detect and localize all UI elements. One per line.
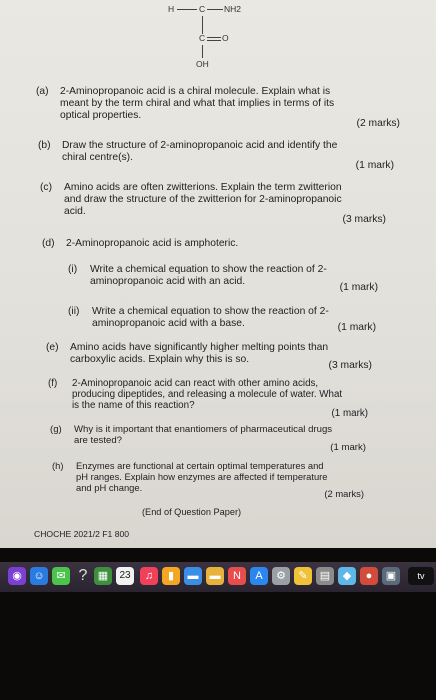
question-b-label: (b) xyxy=(38,140,51,151)
tv-icon[interactable]: tv xyxy=(408,567,434,585)
question-d-ii-marks: (1 mark) xyxy=(337,322,376,333)
footer-code: CHOCHE 2021/2 F1 800 xyxy=(34,529,130,539)
question-a-line-2: meant by the term chiral and what that implies in terms of its xyxy=(60,98,335,109)
bond-c-c xyxy=(202,16,203,34)
system-preferences-icon[interactable]: ⚙ xyxy=(272,567,290,585)
app-icon-blue[interactable]: ◆ xyxy=(338,567,356,585)
bond-h-c xyxy=(177,9,197,10)
app-icon-gray[interactable]: ▤ xyxy=(316,567,334,585)
question-g-line-1: Why is it important that enantiomers of pharmaceutical drugs xyxy=(74,424,333,435)
question-f-marks: (1 mark) xyxy=(331,408,368,419)
question-d-ii-line-2: aminopropanoic acid with a base. xyxy=(92,318,245,329)
music-icon[interactable]: ♫ xyxy=(140,567,158,585)
question-f-label: (f) xyxy=(48,378,58,389)
question-h-marks: (2 marks) xyxy=(324,488,364,499)
pages-icon[interactable]: ▬ xyxy=(206,567,224,585)
question-d-i-label: (i) xyxy=(68,264,78,275)
structure-c-carbonyl: C xyxy=(199,33,206,43)
question-c-marks: (3 marks) xyxy=(342,214,386,225)
question-h-line-2: pH ranges. Explain how enzymes are affected if temperature xyxy=(76,471,328,482)
structure-o: O xyxy=(222,33,229,43)
question-h-label: (h) xyxy=(52,460,64,471)
question-f-line-3: is the name of this reaction? xyxy=(72,400,195,411)
question-d-ii-line-1: Write a chemical equation to show the reaction of 2- xyxy=(92,306,329,317)
bond-double-2 xyxy=(207,40,221,41)
question-d-i-line-1: Write a chemical equation to show the reaction of 2- xyxy=(90,264,327,275)
question-e-line-1: Amino acids have significantly higher melting points than xyxy=(70,342,329,353)
structure-c-top: C xyxy=(199,4,206,14)
question-d-i-line-2: aminopropanoic acid with an acid. xyxy=(90,276,246,287)
finder-icon[interactable]: ☺ xyxy=(30,567,48,585)
question-e-marks: (3 marks) xyxy=(328,360,372,371)
calendar-icon[interactable]: 23 xyxy=(116,567,134,585)
structure-nh2: NH2 xyxy=(224,4,242,14)
question-a-line-3: optical properties. xyxy=(60,110,142,121)
bond-double-1 xyxy=(207,37,221,38)
app-icon-red[interactable]: ● xyxy=(360,567,378,585)
question-h-line-1: Enzymes are functional at certain optimal temperatures and xyxy=(76,460,324,471)
question-a-line-1: 2-Aminopropanoic acid is a chiral molecule. Explain what is xyxy=(60,86,331,97)
question-g-label: (g) xyxy=(50,424,62,435)
question-d-i-marks: (1 mark) xyxy=(339,282,378,293)
end-of-paper-text: (End of Question Paper) xyxy=(142,507,242,517)
app-icon-green[interactable]: ▦ xyxy=(94,567,112,585)
keynote-icon[interactable]: ▬ xyxy=(184,567,202,585)
question-g-line-2: are tested? xyxy=(74,435,123,446)
question-c-line-2: and draw the structure of the zwitterion for 2-aminopropanoic xyxy=(64,194,342,205)
question-c-label: (c) xyxy=(40,182,53,193)
help-icon[interactable]: ? xyxy=(78,567,88,584)
messages-icon[interactable]: ✉ xyxy=(52,567,70,585)
question-b-line-1: Draw the structure of 2-aminopropanoic acid and identify the xyxy=(62,140,338,151)
structure-oh: OH xyxy=(196,59,209,69)
numbers-icon[interactable]: ▮ xyxy=(162,567,180,585)
question-a-marks: (2 marks) xyxy=(356,118,400,129)
structure-h: H xyxy=(168,4,175,14)
question-d-ii-label: (ii) xyxy=(68,306,80,317)
siri-icon[interactable]: ◉ xyxy=(8,567,26,585)
app-icon-slate[interactable]: ▣ xyxy=(382,567,400,585)
question-d-line-1: 2-Aminopropanoic acid is amphoteric. xyxy=(66,238,239,249)
question-b-marks: (1 mark) xyxy=(355,160,394,171)
question-g-marks: (1 mark) xyxy=(330,442,366,453)
question-e-label: (e) xyxy=(46,342,59,353)
question-f-line-1: 2-Aminopropanoic acid can react with other amino acids, xyxy=(72,378,319,389)
question-a-label: (a) xyxy=(36,86,49,97)
bond-c-oh xyxy=(202,45,203,58)
question-c-line-3: acid. xyxy=(64,206,86,217)
question-c-line-1: Amino acids are often zwitterions. Explain the term zwitterion xyxy=(64,182,342,193)
question-h-line-3: and pH change. xyxy=(76,482,143,493)
bond-c-nh2 xyxy=(207,9,223,10)
notes-icon[interactable]: ✎ xyxy=(294,567,312,585)
question-b-line-2: chiral centre(s). xyxy=(62,152,133,163)
news-icon[interactable]: N xyxy=(228,567,246,585)
question-e-line-2: carboxylic acids. Explain why this is so. xyxy=(70,354,250,365)
app-store-icon[interactable]: A xyxy=(250,567,268,585)
question-f-line-2: producing dipeptides, and releasing a molecule of water. What xyxy=(72,389,343,400)
question-d-label: (d) xyxy=(42,238,55,249)
